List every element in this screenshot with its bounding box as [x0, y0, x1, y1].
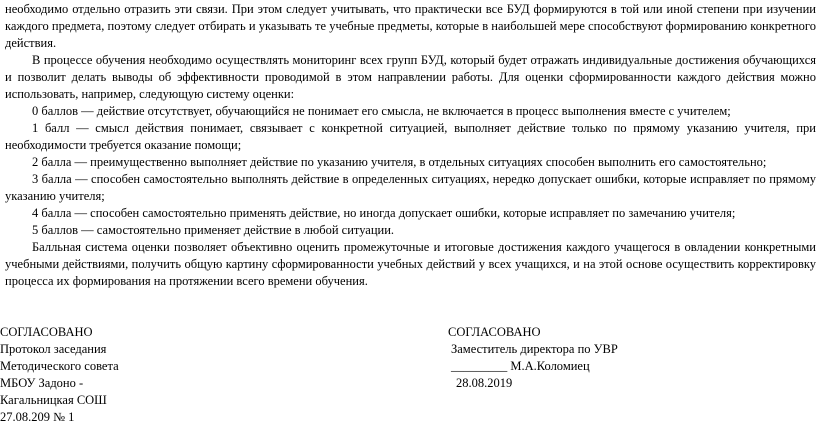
school-line-2: Кагальницкая СОШ — [0, 393, 107, 407]
score-1-item: 1 балл — смысл действия понимает, связывает с конкретной ситуацией, выполняет действие только по прямому указанию учителя, при необходимости требуется оказание помощи; — [5, 121, 816, 152]
paragraph-intro: необходимо отдельно отразить эти связи. При этом следует учитывать, что практически все БУД формируются в той или иной степени при изучении каждого предмета, поэтому следует отбирать и указывать те учебные предметы, которые в наибольшей мере способствуют формированию конкретного действия. — [5, 2, 816, 50]
score-3-item: 3 балла — способен самостоятельно выполнять действие в определенных ситуациях, нередко допускает ошибки, которые исправляет по прямому указанию учителя; — [5, 172, 816, 203]
paragraph-monitoring: В процессе обучения необходимо осуществлять мониторинг всех групп БУД, который будет отражать индивидуальные достижения обучающихся и позволит делать выводы об эффективности проводимой в этом направлении работы. Для оценки сформированности каждого действия можно использовать, например, следующую систему оценки: — [5, 53, 816, 101]
school-line-1: МБОУ Задоно - — [0, 376, 84, 390]
approval-heading: СОГЛАСОВАНО — [0, 325, 93, 339]
council-line: Методического совета — [0, 359, 119, 373]
approval-date: 28.08.2019 — [456, 376, 513, 390]
score-2-item: 2 балла — преимущественно выполняет действие по указанию учителя, в отдельных ситуациях способен выполнить его самостоятельно; — [32, 155, 767, 169]
approval-heading: СОГЛАСОВАНО — [448, 325, 541, 339]
score-5-item: 5 баллов — самостоятельно применяет действие в любой ситуации. — [32, 223, 395, 237]
approval-block-right — [448, 324, 618, 392]
document-body — [5, 1, 816, 290]
approval-block-left — [0, 324, 119, 426]
protocol-line: Протокол заседания — [0, 342, 107, 356]
score-4-item: 4 балла — способен самостоятельно применять действие, но иногда допускает ошибки, которые исправляет по замечанию учителя; — [32, 206, 736, 220]
paragraph-conclusion: Балльная система оценки позволяет объективно оценить промежуточные и итоговые достижения каждого учащегося в овладении конкретными учебными действиями, получить общую картину сформированности учебных действий у всех учащихся, и на этой основе осуществить корректировку процесса их формирования на протяжении всего времени обучения. — [5, 240, 816, 288]
signature-line: _________ М.А.Коломиец — [451, 359, 590, 373]
score-0-item: 0 баллов — действие отсутствует, обучающийся не понимает его смысла, не включается в процесс выполнения вместе с учителем; — [32, 104, 731, 118]
protocol-date: 27.08.209 № 1 — [0, 410, 75, 424]
position-line: Заместитель директора по УВР — [451, 342, 618, 356]
